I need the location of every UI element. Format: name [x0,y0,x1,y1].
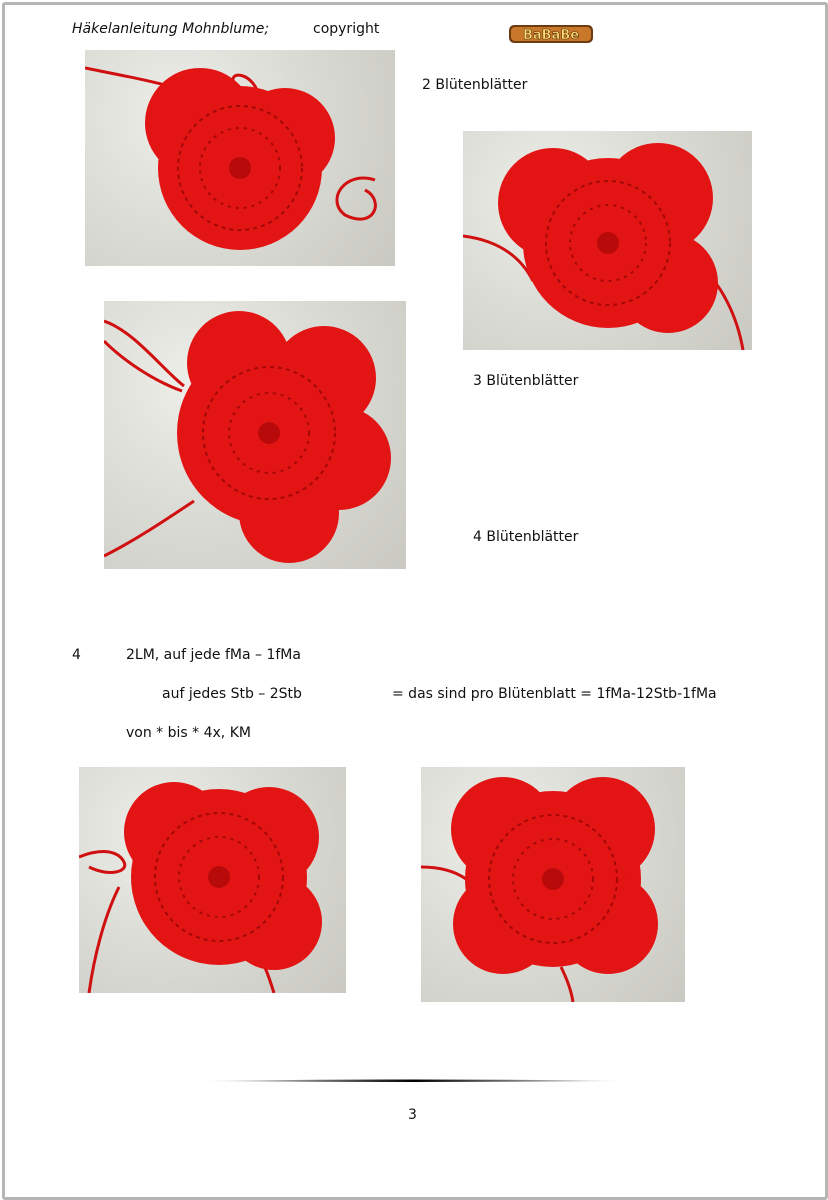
photo-two-petals-right [463,131,752,350]
caption-four-petals: 4 Blütenblätter [473,529,579,545]
instruction-line-2: auf jedes Stb – 2Stb [162,686,302,702]
caption-three-petals: 3 Blütenblätter [473,373,579,389]
crochet-flower-image [463,131,752,350]
photo-three-petals [104,301,406,569]
babab-logo [508,23,594,45]
document-title: Häkelanleitung Mohnblume; [72,21,270,37]
caption-two-petals: 2 Blütenblätter [422,77,528,93]
row-number: 4 [72,647,81,663]
photo-two-petals-left [85,50,395,266]
crochet-flower-image [79,767,346,993]
footer-divider [200,1079,628,1083]
photo-round4-right [421,767,685,1002]
svg-text:BaBaBe: BaBaBe [522,28,580,43]
instruction-line-2-note: = das sind pro Blütenblatt = 1fMa-12Stb-1fMa [392,686,717,702]
photo-round4-left [79,767,346,993]
page-number: 3 [408,1107,417,1123]
crochet-flower-image [85,50,395,266]
instruction-line-3: von * bis * 4x, KM [126,725,251,741]
copyright-label: copyright [313,21,380,37]
crochet-flower-image [421,767,685,1002]
crochet-flower-image [104,301,406,569]
instruction-line-1: 2LM, auf jede fMa – 1fMa [126,647,301,663]
